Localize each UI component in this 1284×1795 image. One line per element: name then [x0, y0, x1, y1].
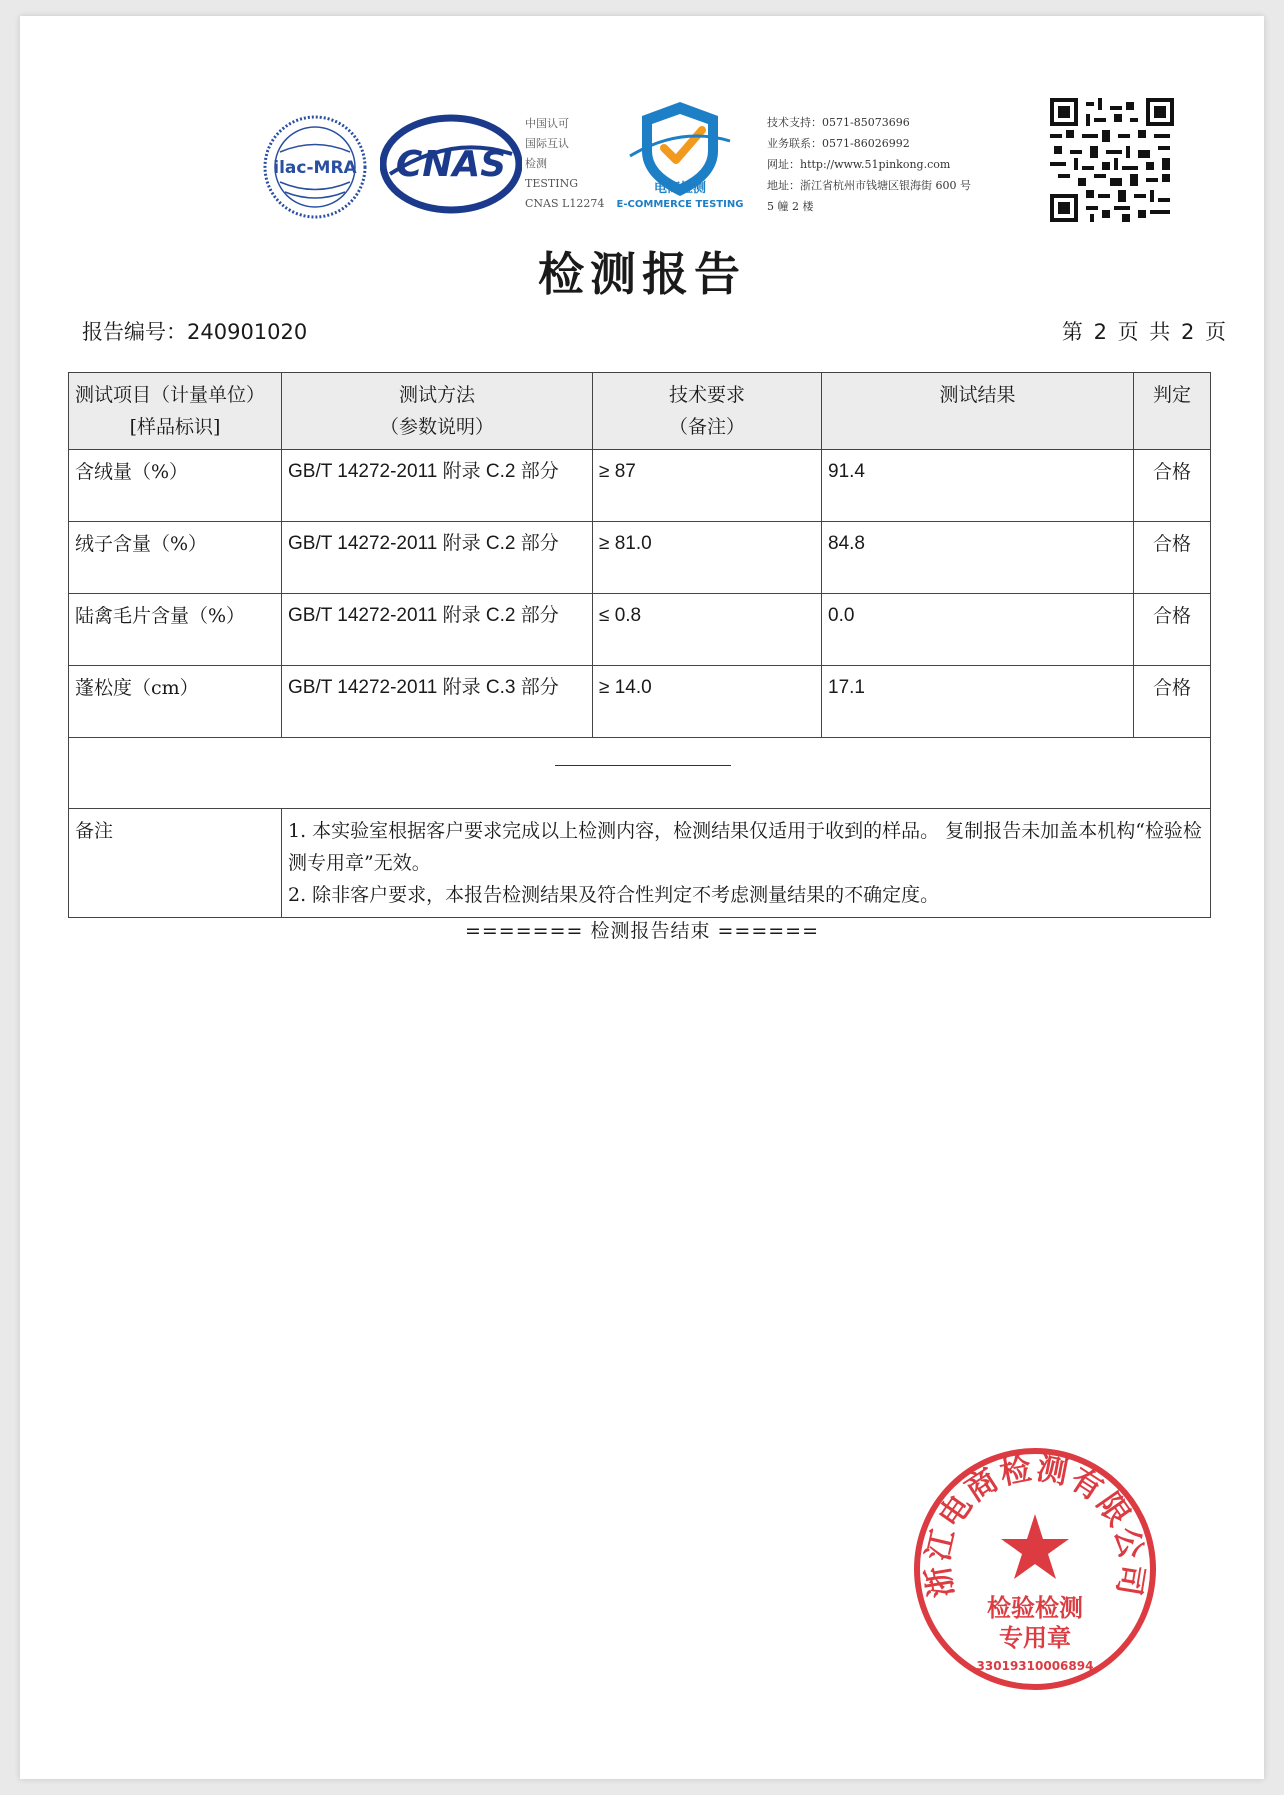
official-seal-stamp: [904, 1438, 1166, 1700]
svg-text:专用章: 专用章: [999, 1623, 1071, 1652]
table-row: [69, 522, 1211, 594]
table-row: [69, 666, 1211, 738]
address-line-2: 5 幢 2 楼: [767, 200, 814, 213]
page-indicator: 第 2 页 共 2 页: [1061, 320, 1228, 344]
contact-info: [767, 112, 1027, 217]
blank-separator-row: [69, 738, 1211, 809]
header-verdict: 判定: [1134, 373, 1211, 450]
ilac-mra-logo: [260, 112, 370, 222]
report-number: 报告编号：240901020: [82, 320, 308, 344]
test-results-table: [68, 372, 1211, 918]
cell-method: GB/T 14272-2011 附录 C.3 部分: [282, 666, 593, 738]
address-line-1: 地址：浙江省杭州市钱塘区银海街 600 号: [767, 179, 971, 192]
header-result: 测试结果: [822, 373, 1134, 450]
svg-text:电商检测: 电商检测: [653, 181, 707, 196]
cell-verdict: 合格: [1134, 450, 1211, 522]
remark-item: 1. 本实验室根据客户要求完成以上检测内容，检测结果仅适用于收到的样品。 复制报告未加盖本机构“检验检测专用章”无效。: [288, 820, 1202, 874]
cnas-accreditation-text: 中国认可 国际互认 检测 TESTING CNAS L12274: [525, 117, 605, 210]
blank-cell: [69, 738, 1211, 809]
remarks-content: [282, 809, 1211, 918]
report-page: [20, 16, 1264, 1779]
cnas-logo: [380, 114, 522, 214]
cell-item: 蓬松度（cm）: [69, 666, 282, 738]
svg-text:3301931000​6894: 3301931000​6894: [976, 1659, 1094, 1673]
cell-method: GB/T 14272-2011 附录 C.2 部分: [282, 450, 593, 522]
cell-result: 17.1: [822, 666, 1134, 738]
cell-method: GB/T 14272-2011 附录 C.2 部分: [282, 594, 593, 666]
cell-requirement: ≤ 0.8: [593, 594, 822, 666]
cell-verdict: 合格: [1134, 594, 1211, 666]
table-row: [69, 450, 1211, 522]
svg-text:ilac-MRA: ilac-MRA: [273, 158, 357, 178]
remarks-row: [69, 809, 1211, 918]
report-header: [20, 96, 1264, 236]
table-row: [69, 594, 1211, 666]
cell-result: 84.8: [822, 522, 1134, 594]
header-item: 测试项目（计量单位） [样品标识]: [69, 373, 282, 450]
separator-line: [555, 765, 731, 766]
ecommerce-logo-subtext: E-COMMERCE TESTING: [616, 199, 744, 210]
cell-item: 陆禽毛片含量（%）: [69, 594, 282, 666]
cell-result: 0.0: [822, 594, 1134, 666]
qr-code-icon[interactable]: [1050, 98, 1174, 222]
svg-text:浙江电商检测有限公司: 浙江电商检测有限公司: [919, 1450, 1151, 1600]
cell-item: 绒子含量（%）: [69, 522, 282, 594]
website: 网址：http://www.51pinkong.com: [767, 158, 951, 171]
svg-text:检验检测: 检验检测: [987, 1593, 1083, 1622]
svg-text:CNAS: CNAS: [395, 144, 507, 185]
cell-verdict: 合格: [1134, 522, 1211, 594]
cell-method: GB/T 14272-2011 附录 C.2 部分: [282, 522, 593, 594]
header-method: 测试方法 （参数说明）: [282, 373, 593, 450]
cell-item: 含绒量（%）: [69, 450, 282, 522]
remark-item: 2. 除非客户要求，本报告检测结果及符合性判定不考虑测量结果的不确定度。: [288, 884, 940, 906]
cell-requirement: ≥ 14.0: [593, 666, 822, 738]
remarks-label: 备注: [69, 809, 282, 918]
cell-requirement: ≥ 81.0: [593, 522, 822, 594]
header-requirement: 技术要求 （备注）: [593, 373, 822, 450]
table-header-row: [69, 373, 1211, 450]
cell-verdict: 合格: [1134, 666, 1211, 738]
report-title: 检测报告: [538, 247, 746, 301]
tech-support-phone: 技术支持：0571-85073696: [767, 116, 910, 129]
business-phone: 业务联系：0571-86026992: [767, 137, 910, 150]
cell-requirement: ≥ 87: [593, 450, 822, 522]
report-end-marker: ======= 检测报告结束 ======: [464, 920, 820, 942]
cell-result: 91.4: [822, 450, 1134, 522]
